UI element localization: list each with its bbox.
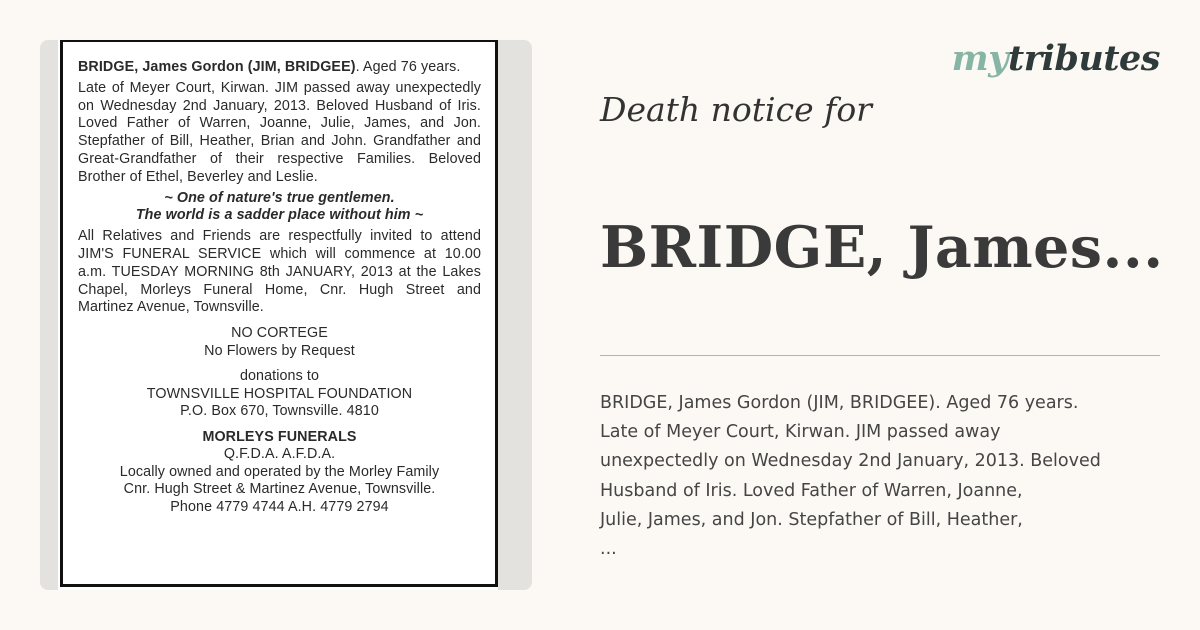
- mytributes-logo: [952, 38, 1160, 79]
- clipping-phone: Phone 4779 4744 A.H. 4779 2794: [170, 498, 389, 515]
- notice-type-label: Death notice for: [600, 90, 872, 129]
- clipping-name: BRIDGE, James Gordon (JIM, BRIDGEE): [78, 59, 356, 75]
- clipping-cortege: NO CORTEGE: [231, 325, 328, 342]
- clipping-quote: [78, 190, 481, 226]
- excerpt-line: BRIDGE, James Gordon (JIM, BRIDGEE). Aged 76 years.: [600, 393, 1079, 413]
- divider: [600, 355, 1160, 356]
- clipping-paragraph-2: All Relatives and Friends are respectfully invited to attend JIM'S FUNERAL SERVICE which will commence at 10.00 a.m. TUESDAY MORNING 8th JANUARY, 2013 at the Lakes Chapel, Morleys Funeral Home, Cnr. Hugh Street and Martinez Avenue, Townsville.: [78, 228, 481, 316]
- clipping-address: Cnr. Hugh Street & Martinez Avenue, Townsville.: [123, 481, 436, 498]
- excerpt-line: unexpectedly on Wednesday 2nd January, 2013. Beloved: [600, 451, 1101, 472]
- excerpt-line: Late of Meyer Court, Kirwan. JIM passed away: [600, 422, 1001, 443]
- clipping-donations: [78, 368, 481, 421]
- clipping-funerals: MORLEYS FUNERALS: [202, 428, 357, 445]
- excerpt-line: Julie, James, and Jon. Stepfather of Bill, Heather,: [600, 509, 1023, 530]
- clipping-qfda: Q.F.D.A. A.F.D.A.: [223, 446, 336, 463]
- deceased-name-title: BRIDGE, James...: [600, 214, 1164, 281]
- clipping-age: . Aged 76 years.: [355, 59, 461, 75]
- excerpt-ellipsis: ...: [600, 539, 617, 560]
- notice-excerpt: [600, 389, 1170, 564]
- clipping-owned: Locally owned and operated by the Morley Family: [119, 463, 440, 480]
- excerpt-line: Husband of Iris. Loved Father of Warren, Joanne,: [600, 480, 1023, 501]
- clipping-name-line: [78, 59, 481, 77]
- clipping-quote-line-2: The world is a sadder place without him ~: [135, 207, 424, 224]
- clipping-quote-line-1: ~ One of nature's true gentlemen.: [164, 189, 395, 206]
- death-notice-clipping-image: [40, 40, 532, 590]
- clipping-arrangements: [78, 325, 481, 360]
- clipping-frame: [60, 40, 498, 587]
- clipping-funeral-director: [78, 429, 481, 517]
- clipping-pobox: P.O. Box 670, Townsville. 4810: [180, 403, 379, 420]
- logo-prefix: my: [951, 38, 1009, 79]
- logo-suffix: tributes: [1008, 38, 1160, 79]
- clipping-donations-label: donations to: [239, 368, 320, 385]
- clipping-flowers: No Flowers by Request: [204, 342, 355, 359]
- clipping-foundation: TOWNSVILLE HOSPITAL FOUNDATION: [146, 385, 413, 402]
- clipping-paragraph-1: Late of Meyer Court, Kirwan. JIM passed away unexpectedly on Wednesday 2nd January, 2013. Beloved Husband of Iris. Loved Father of Warren, Joanne, Julie, James, and Jon. Stepfather of Bill, Heather, Brian and John. Grandfather and Great-Grandfather of their respective Families. Beloved Brother of Ethel, Beverley and Leslie.: [78, 79, 481, 185]
